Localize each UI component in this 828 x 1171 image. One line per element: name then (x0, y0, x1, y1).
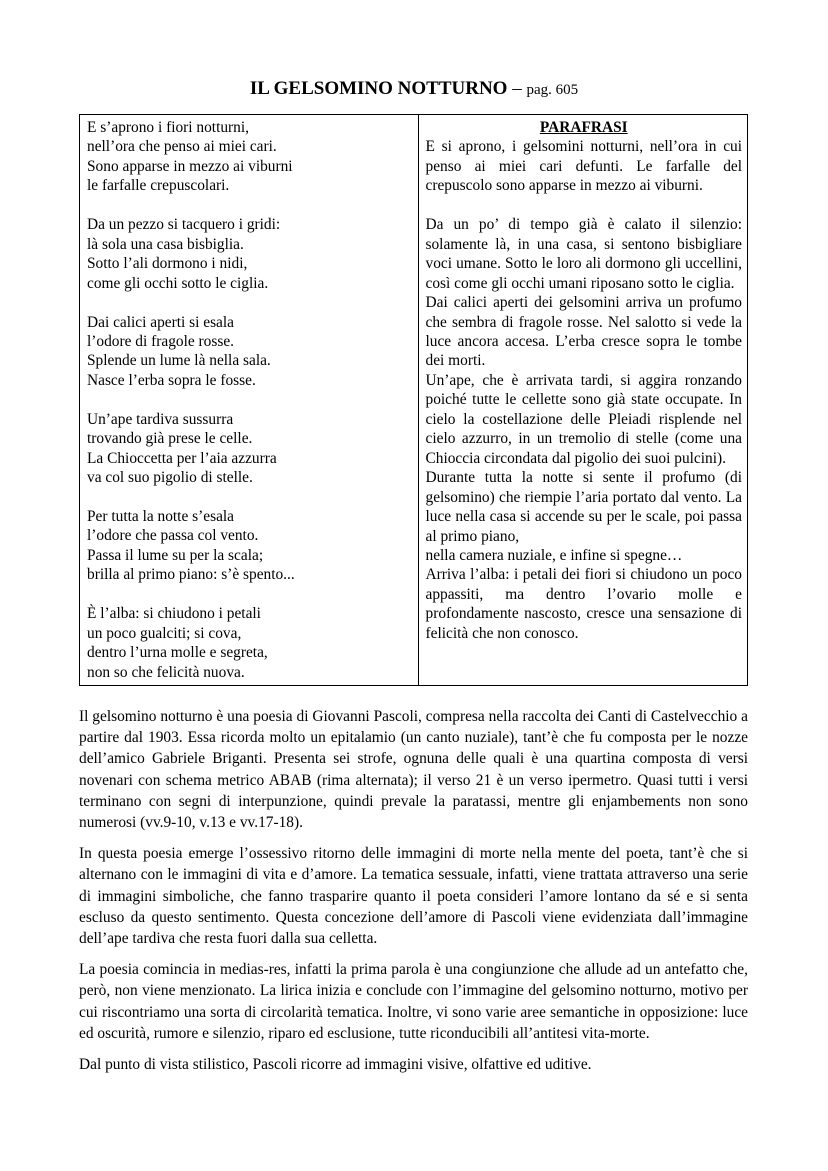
verse-line: Un’ape tardiva sussurra (87, 410, 234, 428)
verse-line: Dai calici aperti si esala (87, 313, 234, 331)
verse-line: Sono apparse in mezzo ai viburni (87, 157, 293, 175)
commentary-paragraph: Dal punto di vista stilistico, Pascoli ricorre ad immagini visive, olfattive ed uditive. (79, 1056, 592, 1074)
paraphrase-paragraph: Dai calici aperti dei gelsomini arriva un profumo che sembra di fragole rosse. Nel salotto si vede la luce ancora accesa. L’erba cresce sopra le tombe dei morti. (425, 294, 742, 370)
commentary (79, 706, 748, 1085)
verse-line: Passa il lume su per la scala; (87, 546, 264, 564)
verse-line: brilla al primo piano: s’è spento... (87, 566, 295, 584)
verse-line: La Chioccetta per l’aia azzurra (87, 449, 277, 467)
paraphrase-paragraph: Arriva l’alba: i petali dei fiori si chiudono un poco appassiti, ma dentro l’ovario molle e profondamente nascosto, cresce una sensazione di felicità che non conosco. (425, 566, 742, 642)
stanza-4 (87, 410, 413, 488)
commentary-paragraph: Il gelsomino notturno è una poesia di Giovanni Pascoli, compresa nella raccolta dei Canti di Castelvecchio a partire dal 1903. Essa ricorda molto un epitalamio (un canto nuziale), tant’è che fu composta per le nozze dell’amico Gabriele Briganti. Presenta sei strofe, ognuna delle quali è una quartina composta di versi novenari con schema metrico ABAB (rima alternata); il verso 21 è un verso ipermetro. Quasi tutti i versi terminano con segni di interpunzione, quindi prevale la paratassi, mentre gli enjambements non sono numerosi (vv.9-10, v.13 e vv.17-18). (79, 708, 748, 832)
paraphrase-paragraph: nella camera nuziale, e infine si spegne… (425, 546, 683, 564)
verse-line: non so che felicità nuova. (87, 663, 245, 681)
verse-line: Per tutta la notte s’esala (87, 508, 235, 525)
verse-line: come gli occhi sotto le ciglia. (87, 274, 269, 292)
poem-paraphrase-table (79, 114, 748, 686)
verse-line: Nasce l’erba sopra le fosse. (87, 371, 256, 389)
stanza-2 (87, 215, 413, 293)
paraphrase-column (418, 115, 748, 686)
verse-line: Sotto l’ali dormono i nidi, (87, 255, 248, 273)
page-reference: pag. 605 (526, 82, 579, 98)
paraphrase-paragraph: Durante tutta la notte si sente il profumo (di gelsomino) che riempie l’aria portato dal vento. La luce nella casa si accende su per le scale, poi passa al primo piano, (425, 469, 742, 545)
verse-line: un poco gualciti; si cova, (87, 624, 242, 642)
verse-line: nell’ora che penso ai miei cari. (87, 138, 277, 156)
page-title (0, 78, 828, 100)
paraphrase-paragraph: E si aprono, i gelsomini notturni, nell’ora in cui penso ai miei cari defunti. Le farfalle del crepuscolo sono apparse in mezzo ai viburni. (425, 138, 742, 195)
stanza-3 (87, 313, 413, 391)
verse-line: là sola una casa bisbiglia. (87, 235, 244, 253)
verse-line: l’odore di fragole rosse. (87, 332, 235, 350)
paraphrase-paragraph: Un’ape, che è arrivata tardi, si aggira ronzando poiché tutte le cellette sono già state occupate. In cielo la costellazione delle Pleiadi risplende nel cielo azzurro, in un tremolio di stelle (come una Chioccia circondata dal pigolio dei suoi pulcini). (425, 371, 742, 467)
verse-line: Splende un lume là nella sala. (87, 352, 271, 370)
stanza-6 (87, 604, 413, 682)
commentary-paragraph: La poesia comincia in medias-res, infatti la prima parola è una congiunzione che allude ad un antefatto che, però, non viene menzionato. La lirica inizia e conclude con l’immagine del gelsomino notturno, motivo per cui riscontriamo una sorta di circolarità tematica. Inoltre, vi sono varie aree semantiche in opposizione: luce ed oscurità, rumore e silenzio, riparo ed esclusione, tutte riconducibili all’antitesi vita-morte. (79, 961, 748, 1042)
title-separator: – (507, 78, 527, 99)
commentary-paragraph: In questa poesia emerge l’ossessivo ritorno delle immagini di morte nella mente del poeta, tant’è che si alternano con le immagini di vita e d’amore. La tematica sessuale, infatti, viene trattata attraverso una serie di immagini simboliche, che fanno trasparire quanto il poeta consideri l’amore lontano da sé e si senta escluso da questo sentimento. Questa concezione dell’amore di Pascoli viene evidenziata dall’immagine dell’ape tardiva che resta fuori dalla sua celletta. (79, 845, 748, 948)
verse-line: È l’alba: si chiudono i petali (87, 605, 261, 623)
verse-line: l’odore che passa col vento. (87, 527, 259, 545)
verse-line: va col suo pigolio di stelle. (87, 469, 253, 487)
verse-line: trovando già prese le celle. (87, 430, 253, 448)
title-text: IL GELSOMINO NOTTURNO (249, 78, 508, 99)
paraphrase-paragraph: Da un po’ di tempo già è calato il silenzio: solamente là, in una casa, si sentono bisbigliare voci umane. Sotto le loro ali dormono gli uccellini, così come gli occhi umani riposano sotto le ciglia. (425, 216, 742, 292)
paraphrase-heading: PARAFRASI (539, 119, 628, 136)
poem-column (80, 115, 419, 686)
verse-line: Da un pezzo si tacquero i gridi: (87, 216, 281, 234)
stanza-1 (87, 118, 413, 196)
stanza-5 (87, 507, 413, 585)
verse-line: le farfalle crepuscolari. (87, 177, 230, 195)
verse-line: dentro l’urna molle e segreta, (87, 644, 268, 662)
verse-line: E s’aprono i fiori notturni, (87, 119, 249, 136)
